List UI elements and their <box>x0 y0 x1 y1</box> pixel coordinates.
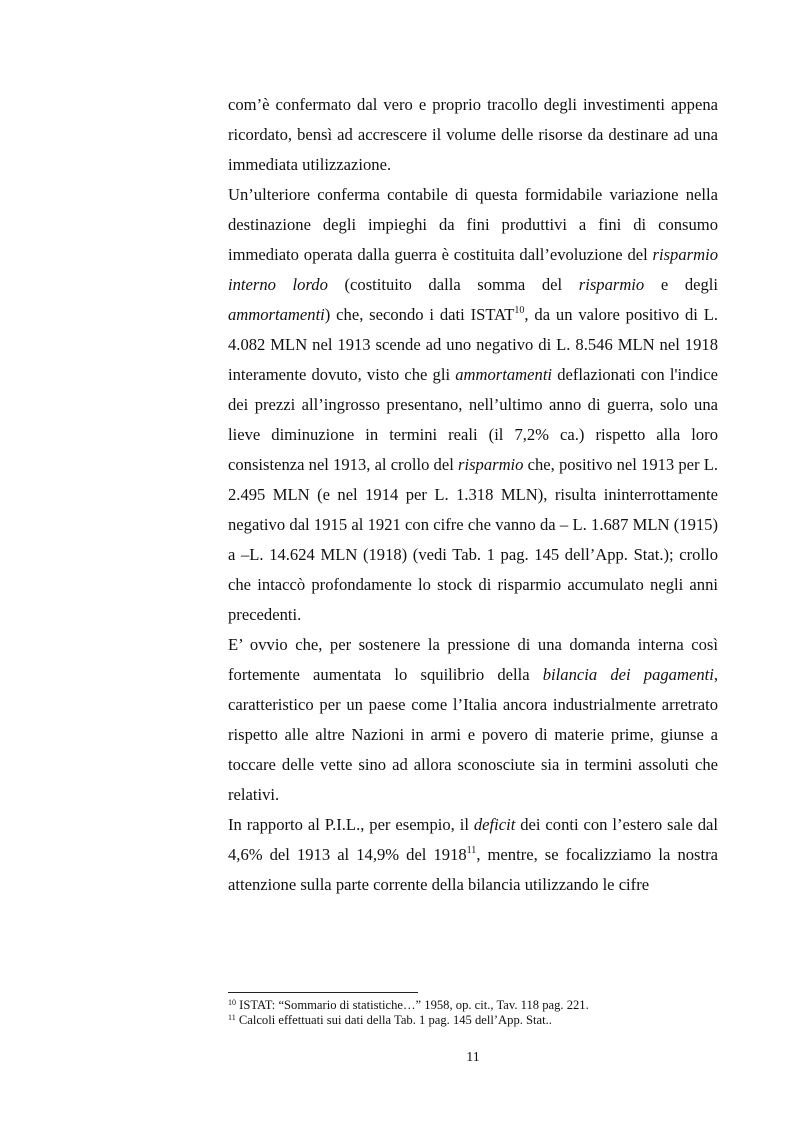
text-run: (costituito dalla somma del <box>327 275 579 294</box>
text-run: E’ ovvio che, per sostenere la pressione di una domanda interna così fortemente aumentata lo squilibrio della <box>228 635 718 684</box>
footnote-10 <box>228 998 718 1013</box>
footnote-text: Calcoli effettuati sui dati della Tab. 1 pag. 145 dell’App. Stat.. <box>235 1013 552 1027</box>
italic-term: risparmio <box>578 275 645 294</box>
footnote-ref-10: 10 <box>514 305 525 316</box>
paragraph-2 <box>228 180 718 630</box>
text-run: In rapporto al P.I.L., per esempio, il <box>228 815 474 834</box>
footnote-separator <box>228 992 418 993</box>
footnote-11 <box>228 1013 718 1028</box>
text-run: che, positivo nel 1913 per L. 2.495 MLN (e nel 1914 per L. 1.318 MLN), risulta ininterrottamente negativo dal 1915 al 1921 con cifre che vanno da – L. 1.687 MLN (1915) a –L. 14.624 MLN (1918) (vedi Tab. 1 pag. 145 dell’App. Stat.); crollo che intaccò profondamente lo stock di risparmio accumulato negli anni precedenti. <box>228 455 718 624</box>
italic-term: deficit <box>473 815 516 834</box>
italic-term: risparmio <box>458 455 524 474</box>
italic-term: bilancia dei pagamenti <box>542 665 714 684</box>
text-run: e degli <box>644 275 718 294</box>
text-run: Un’ulteriore conferma contabile di questa formidabile variazione nella destinazione degli impieghi da fini produttivi a fini di consumo immediato operata dalla guerra è costituita dall’evoluzione del <box>228 185 718 264</box>
paragraph-3 <box>228 630 718 810</box>
text-run: , mentre, se focalizziamo la nostra attenzione sulla parte corrente della bilancia utilizzando le cifre <box>228 845 718 894</box>
italic-term: risparmio interno lordo <box>228 245 718 294</box>
text-run: ) che, secondo i dati ISTAT <box>324 305 515 324</box>
text-run: dei conti con l’estero sale dal 4,6% del 1913 al 14,9% del 1918 <box>228 815 718 864</box>
page-number: 11 <box>466 1050 480 1065</box>
footnotes <box>228 998 718 1028</box>
text-run: deflazionati con l'indice dei prezzi all’ingrosso presentano, nell’ultimo anno di guerra, solo una lieve diminuzione in termini reali (il 7,2% ca.) rispetto alla loro consistenza nel 1913, al crollo del <box>228 365 718 474</box>
footnote-ref-11: 11 <box>466 845 477 856</box>
footnote-number: 11 <box>228 1013 236 1022</box>
footnote-number: 10 <box>228 998 236 1007</box>
paragraph-text: com’è confermato dal vero e proprio tracollo degli investimenti appena ricordato, bensì ad accrescere il volume delle risorse da destinare ad una immediata utilizzazione. <box>228 95 718 174</box>
text-run: , da un valore positivo di L. 4.082 MLN nel 1913 scende ad uno negativo di L. 8.546 MLN nel 1918 interamente dovuto, visto che gli <box>228 305 718 384</box>
italic-term: ammortamenti <box>455 365 553 384</box>
footnote-text: ISTAT: “Sommario di statistiche…” 1958, op. cit., Tav. 118 pag. 221. <box>236 998 589 1012</box>
text-run: , caratteristico per un paese come l’Italia ancora industrialmente arretrato rispetto alle altre Nazioni in armi e povero di materie prime, giunse a toccare delle vette sino ad allora sconosciute sia in termini assoluti che relativi. <box>228 665 718 804</box>
body-text <box>228 90 718 900</box>
italic-term: ammortamenti <box>228 305 325 324</box>
paragraph-1 <box>228 90 718 180</box>
paragraph-4 <box>228 810 718 900</box>
